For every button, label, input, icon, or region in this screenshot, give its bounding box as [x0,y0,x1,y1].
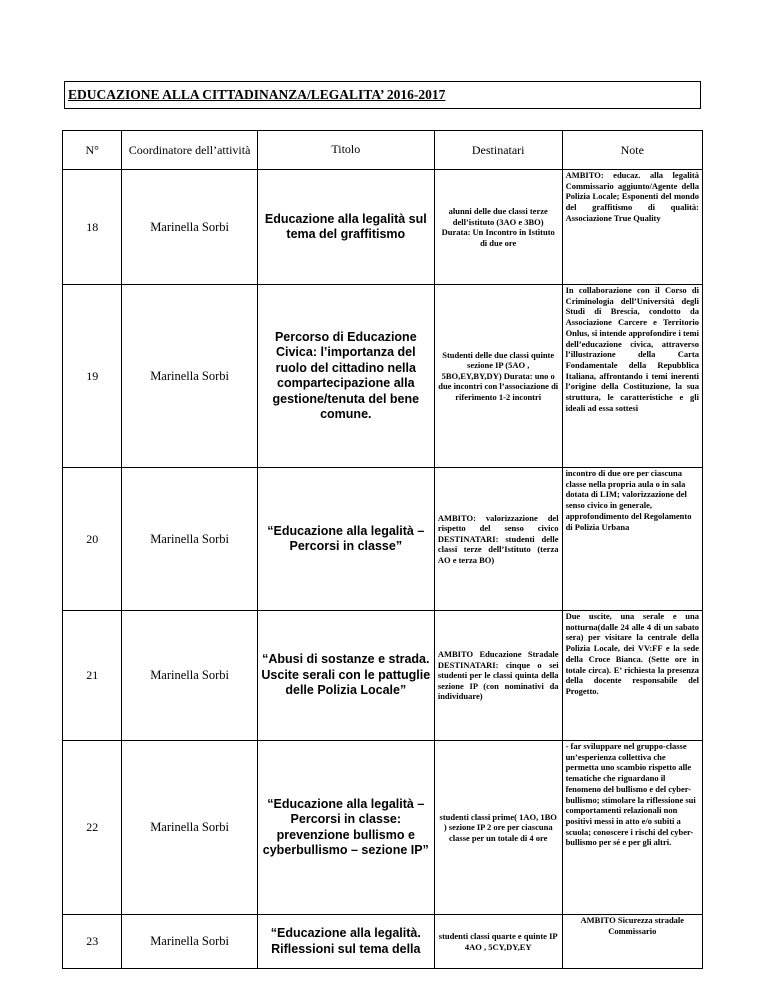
row-title: “Educazione alla legalità – Percorsi in classe: prevenzione bullismo e cyberbullismo – sezione IP” [257,741,434,915]
document-title: EDUCAZIONE ALLA CITTADINANZA/LEGALITA’ 2016-2017 [68,87,446,102]
header-title: Titolo [257,131,434,170]
table-row [63,741,703,915]
header-n: N° [63,131,122,170]
row-title: Percorso di Educazione Civica: l’importanza del ruolo del cittadino nella compartecipazione alla gestione/tenuta del bene comune. [257,285,434,468]
row-coordinator: Marinella Sorbi [122,741,257,915]
row-notes: In collaborazione con il Corso di Criminologia dell’Università degli Studi di Brescia, condotto da Associazione Carcere e Territorio Onlus, si intende approfondire i temi dell’educazione civica, attraverso l’illustrazione della Carta Fondamentale della Repubblica Italiana, affrontando i temi inerenti l’origine della Costituzione, la sua struttura, le caratteristiche e gli ideali ad essa sottesi [562,285,702,468]
table-row [63,611,703,741]
table-header-row [63,131,703,170]
row-number: 23 [63,915,122,969]
activities-table [62,130,703,969]
table-row [63,915,703,969]
row-number: 21 [63,611,122,741]
row-title: Educazione alla legalità sul tema del graffitismo [257,170,434,285]
row-title: “Educazione alla legalità – Percorsi in classe” [257,468,434,611]
row-recipients: studenti classi prime( 1AO, 1BO ) sezione IP 2 ore per ciascuna classe per un totale di 4 ore [434,741,562,915]
row-notes: AMBITO Sicurezza stradale Commissario [562,915,702,969]
table-row [63,170,703,285]
row-title: “Abusi di sostanze e strada. Uscite serali con le pattuglie delle Polizia Locale” [257,611,434,741]
row-number: 18 [63,170,122,285]
table-row [63,285,703,468]
row-coordinator: Marinella Sorbi [122,468,257,611]
row-recipients: alunni delle due classi terze dell’istituto (3AO e 3BO) Durata: Un Incontro in Istituto di due ore [434,170,562,285]
row-notes: - far sviluppare nel gruppo-classe un’esperienza collettiva che permetta uno scambio rispetto alle tematiche che riguardano il fenomeno del bullismo e del cyber-bullismo; stimolare la riflessione sui comportamenti relazionali non positivi messi in atto e/o subiti a scuola; conoscere i rischi del cyber-bullismo per sé e per gli altri. [562,741,702,915]
row-recipients: AMBITO: valorizzazione del rispetto del senso civico DESTINATARI: studenti delle classi terze dell’Istituto (terza AO e terza BO) [434,468,562,611]
row-coordinator: Marinella Sorbi [122,285,257,468]
header-coordinator: Coordinatore dell’attività [122,131,257,170]
row-number: 20 [63,468,122,611]
row-recipients: AMBITO Educazione Stradale DESTINATARI: cinque o sei studenti per le classi quinta della sezione IP (con nominativi da individuare) [434,611,562,741]
row-number: 19 [63,285,122,468]
row-notes: incontro di due ore per ciascuna classe nella propria aula o in sala dotata di LIM; valorizzazione del senso civico in generale, approfondimento del Regolamento di Polizia Urbana [562,468,702,611]
table-row [63,468,703,611]
row-coordinator: Marinella Sorbi [122,915,257,969]
row-number: 22 [63,741,122,915]
document-title-box [64,81,701,109]
row-notes: Due uscite, una serale e una notturna(dalle 24 alle 4 di un sabato sera) per visitare la centrale della Polizia Locale, dei VV:FF e la sede della Croce Bianca. (Sette ore in totale circa). E’ richiesta la presenza della docente responsabile del Progetto. [562,611,702,741]
row-recipients: Studenti delle due classi quinte sezione IP (5AO , 5BO,EY,BY,DY) Durata: uno o due incontri con l’associazione di riferimento 1-2 incontri [434,285,562,468]
row-notes: AMBITO: educaz. alla legalità Commissario aggiunto/Agente della Polizia Locale; Esponenti del mondo del graffitismo di qualità: Associazione True Quality [562,170,702,285]
row-coordinator: Marinella Sorbi [122,170,257,285]
row-coordinator: Marinella Sorbi [122,611,257,741]
header-notes: Note [562,131,702,170]
row-title: “Educazione alla legalità. Riflessioni sul tema della [257,915,434,969]
row-recipients: studenti classi quarte e quinte IP 4AO , 5CY,DY,EY [434,915,562,969]
header-recipients: Destinatari [434,131,562,170]
